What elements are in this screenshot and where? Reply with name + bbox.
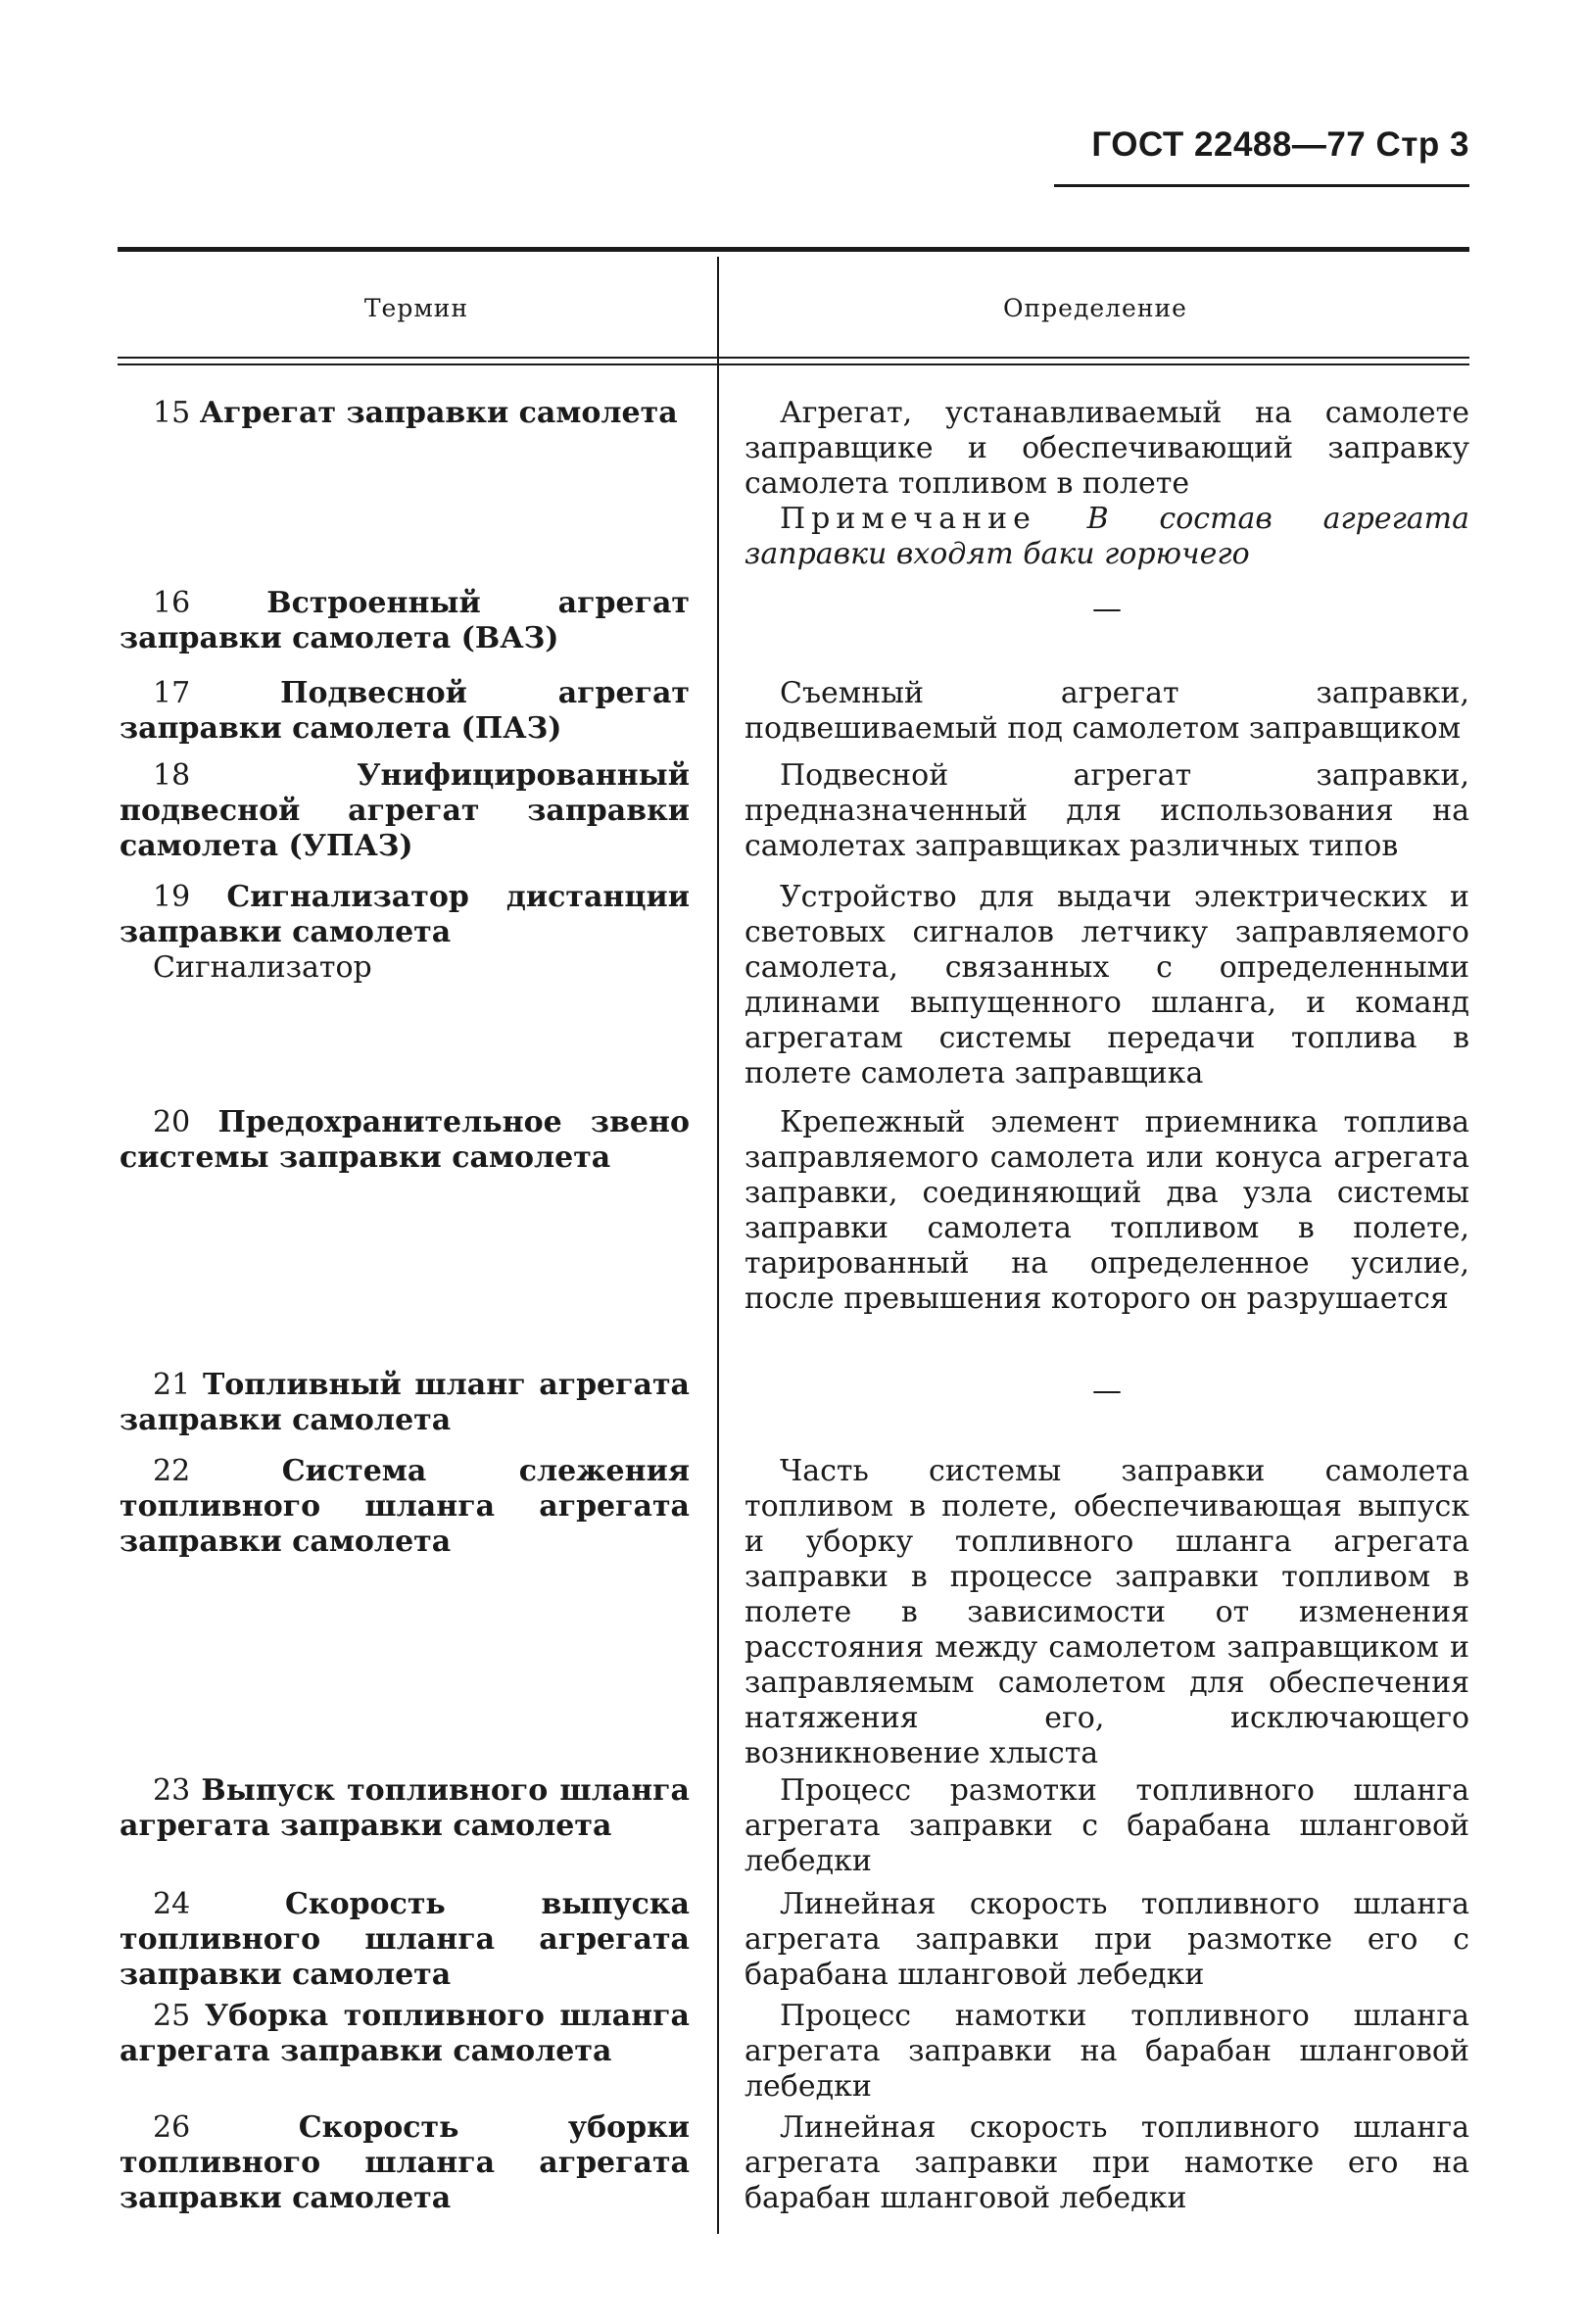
note-text: В состав агрегата заправки входят баки горючего	[744, 502, 1469, 571]
term-number: 17	[153, 676, 191, 710]
definition-cell	[744, 880, 1469, 1091]
definition-dash: —	[1092, 592, 1122, 626]
definition-cell	[744, 758, 1469, 864]
term-name: Подвесной агрегат заправки самолета (ПАЗ)	[120, 676, 690, 746]
header-double-rule-top	[118, 357, 1469, 359]
term-number: 24	[153, 1887, 191, 1921]
term-number: 26	[153, 2110, 191, 2145]
definition-text: Агрегат, устанавливаемый на самолете заправщике и обеспечивающий заправку самолета топливом в полете	[744, 396, 1469, 501]
definition-cell	[744, 1773, 1469, 1879]
term-cell	[120, 676, 690, 747]
definition-cell	[744, 1887, 1469, 1993]
table-top-rule	[118, 247, 1469, 252]
term-number: 22	[153, 1454, 191, 1488]
term-name: Топливный шланг агрегата заправки самолета	[120, 1368, 690, 1437]
term-name: Агрегат заправки самолета	[199, 396, 678, 430]
definition-text: Линейная скорость топливного шланга агрегата заправки при размотке его с барабана шланговой лебедки	[744, 1887, 1469, 1992]
term-cell	[120, 1999, 690, 2069]
column-header-term: Термин	[363, 294, 469, 322]
definition-cell	[744, 1999, 1469, 2105]
term-number: 25	[153, 1999, 191, 2033]
term-cell	[120, 758, 690, 864]
term-number: 15	[153, 396, 191, 430]
term-name: Скорость уборки топливного шланга агрегата заправки самолета	[120, 2110, 690, 2215]
definition-text: Крепежный элемент приемника топлива заправляемого самолета или конуса агрегата заправки, соединяющий два узла системы заправки самолета топливом в полете, тарированный на определенное усилие, после превышения которого он разрушается	[744, 1105, 1469, 1316]
term-cell	[120, 1454, 690, 1560]
term-name: Сигнализатор дистанции заправки самолета	[120, 880, 690, 949]
term-name: Система слежения топливного шланга агрегата заправки самолета	[120, 1454, 690, 1559]
term-name: Выпуск топливного шланга агрегата заправки самолета	[120, 1773, 690, 1843]
term-name: Скорость выпуска топливного шланга агрегата заправки самолета	[120, 1887, 690, 1992]
definition-cell	[744, 2110, 1469, 2216]
definition-text: Подвесной агрегат заправки, предназначенный для использования на самолетах заправщиках различных типов	[744, 758, 1469, 863]
term-cell	[120, 1368, 690, 1438]
definition-note	[744, 502, 1469, 572]
term-cell	[120, 880, 690, 986]
definition-cell	[744, 586, 1469, 627]
term-name: Унифицированный подвесной агрегат заправки самолета (УПАЗ)	[120, 758, 690, 863]
definition-text: Устройство для выдачи электрических и световых сигналов летчику заправляемого самолета, связанных с определенными длинами выпущенного шланга, и команд агрегатам системы передачи топлива в полете самолета заправщика	[744, 880, 1469, 1090]
term-cell	[120, 2110, 690, 2216]
definition-cell	[744, 1105, 1469, 1317]
term-number: 21	[153, 1368, 191, 1402]
definition-cell	[744, 676, 1469, 747]
definition-cell	[744, 396, 1469, 572]
term-number: 18	[153, 758, 191, 793]
definition-dash: —	[1092, 1374, 1122, 1408]
term-short-form: Сигнализатор	[153, 950, 372, 985]
term-number: 23	[153, 1773, 191, 1808]
note-label: Примечание	[780, 502, 1036, 536]
term-name: Встроенный агрегат заправки самолета (ВАЗ)	[120, 586, 690, 655]
term-number: 20	[153, 1105, 191, 1139]
term-cell	[120, 1887, 690, 1993]
definition-text: Процесс намотки топливного шланга агрегата заправки на барабан шланговой лебедки	[744, 1999, 1469, 2104]
term-number: 16	[153, 586, 191, 620]
definition-text: Часть системы заправки самолета топливом в полете, обеспечивающая выпуск и уборку топливного шланга агрегата заправки в процессе заправки топливом в полете в зависимости от изменения расстояния между самолетом заправщиком и заправляемым самолетом для обеспечения натяжения его, исключающего возникновение хлыста	[744, 1454, 1469, 1770]
running-header: ГОСТ 22488—77 Стр 3	[1091, 125, 1469, 164]
term-cell	[120, 586, 690, 656]
definition-cell	[744, 1368, 1469, 1409]
term-cell	[120, 1773, 690, 1844]
header-rule	[1054, 184, 1469, 187]
term-cell	[120, 396, 690, 431]
definition-text: Съемный агрегат заправки, подвешиваемый под самолетом заправщиком	[744, 676, 1469, 746]
column-divider	[717, 257, 719, 2234]
definition-cell	[744, 1454, 1469, 1771]
term-name: Уборка топливного шланга агрегата заправки самолета	[120, 1999, 690, 2068]
header-double-rule-bottom	[118, 363, 1469, 365]
definition-text: Линейная скорость топливного шланга агрегата заправки при намотке его на барабан шланговой лебедки	[744, 2110, 1469, 2215]
term-number: 19	[153, 880, 191, 914]
term-name: Предохранительное звено системы заправки самолета	[120, 1105, 690, 1175]
column-header-definition: Определение	[1003, 294, 1187, 322]
definition-text: Процесс размотки топливного шланга агрегата заправки с барабана шланговой лебедки	[744, 1773, 1469, 1878]
term-cell	[120, 1105, 690, 1176]
